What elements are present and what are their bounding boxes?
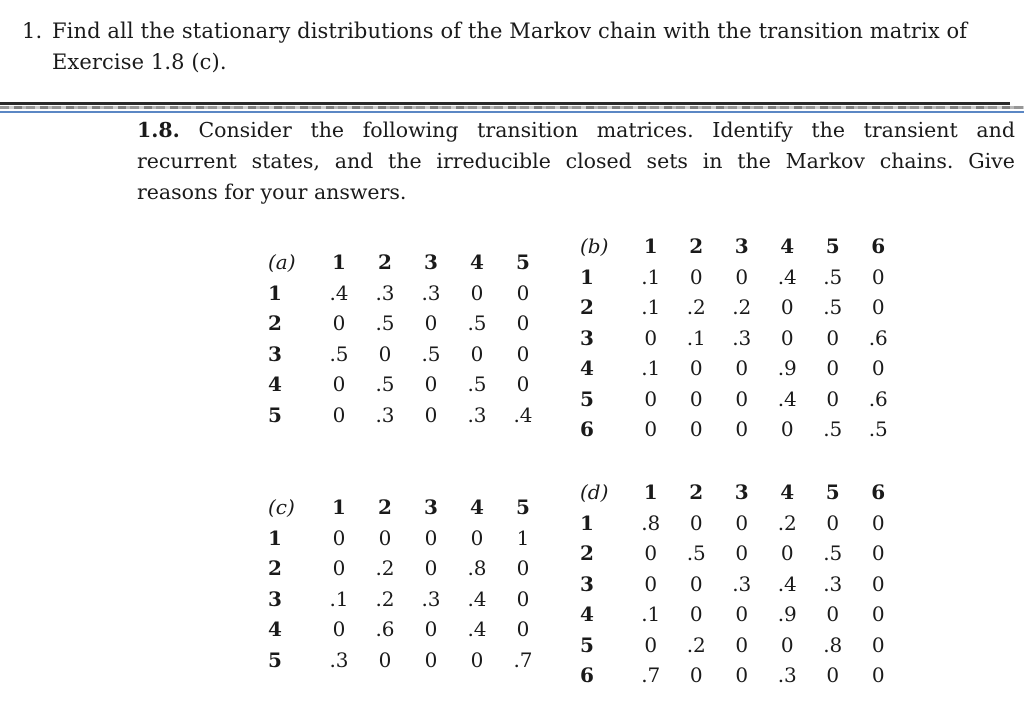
column-header: 5 xyxy=(825,234,840,258)
matrix-cell: .5 xyxy=(467,311,487,335)
matrix-header-row xyxy=(580,231,901,262)
problem-line-1 xyxy=(22,16,1012,47)
matrix-cell: .5 xyxy=(421,341,441,366)
column-header: 3 xyxy=(734,480,749,504)
matrix-cell: 0 xyxy=(689,264,703,289)
row-label: 2 xyxy=(580,295,594,319)
matrix-cell: 0 xyxy=(644,325,658,350)
matrix-cell: 0 xyxy=(644,417,658,441)
matrix-cell: 0 xyxy=(470,525,484,550)
row-label: 1 xyxy=(268,525,282,550)
problem-text-1: Find all the stationary distributions of the Markov chain with the transition matrix of xyxy=(52,19,968,43)
matrix-cell: 0 xyxy=(516,280,530,305)
matrix-cell: 0 xyxy=(871,295,885,319)
matrix-cell: 0 xyxy=(871,632,885,657)
column-header: 2 xyxy=(378,250,392,274)
matrix-row xyxy=(580,538,901,569)
matrix-cell: 0 xyxy=(644,632,658,657)
matrix-cell: .4 xyxy=(777,264,797,289)
matrix-row xyxy=(580,323,901,354)
exercise-word: the xyxy=(388,149,422,173)
row-label: 5 xyxy=(580,632,594,657)
matrix-cell: 0 xyxy=(332,372,346,396)
matrix-cell: .5 xyxy=(823,541,843,565)
exercise-word: following xyxy=(362,118,459,142)
matrix-cell: .2 xyxy=(686,295,706,319)
exercise-line-1 xyxy=(137,115,1015,146)
matrix-cell: .3 xyxy=(732,325,752,350)
matrix-cell: .5 xyxy=(823,264,843,289)
matrix-cell: 0 xyxy=(689,510,703,535)
matrix-cell: 0 xyxy=(780,541,794,565)
matrix-cell: .1 xyxy=(641,295,661,319)
column-header: 1 xyxy=(643,234,658,258)
matrix-cell: .6 xyxy=(868,325,888,350)
matrix-cell: 0 xyxy=(644,541,658,565)
matrix-cell: 0 xyxy=(378,341,392,366)
matrix-cell: .4 xyxy=(777,386,797,411)
exercise-word: closed xyxy=(565,149,632,173)
matrix-cell: 0 xyxy=(826,356,840,380)
row-label: 1 xyxy=(580,510,594,535)
matrix-cell: .5 xyxy=(329,341,349,366)
matrix-row xyxy=(268,369,546,400)
matrix-cell: 0 xyxy=(871,541,885,565)
column-header: 1 xyxy=(332,250,346,274)
matrix-cell: .1 xyxy=(641,356,661,380)
exercise-line-3: reasons for your answers. xyxy=(137,180,407,204)
matrix-cell: .2 xyxy=(732,295,752,319)
matrix-row xyxy=(268,400,546,431)
matrix-cell: .8 xyxy=(467,556,487,580)
matrix-cell: 0 xyxy=(826,325,840,350)
matrix-cell: .9 xyxy=(777,356,797,380)
matrix-row xyxy=(580,630,901,661)
exercise-word: recurrent xyxy=(137,149,237,173)
exercise-word: states, xyxy=(251,149,320,173)
row-label: 1 xyxy=(268,280,282,305)
matrix-cell: .1 xyxy=(641,264,661,289)
row-label: 2 xyxy=(268,556,282,580)
matrix-cell: .2 xyxy=(686,632,706,657)
matrix-row xyxy=(268,584,546,615)
matrix-cell: .4 xyxy=(329,280,349,305)
matrix-cell: .9 xyxy=(777,602,797,626)
row-label: 3 xyxy=(268,586,282,611)
exercise-word: matrices. xyxy=(596,118,694,142)
matrix-cell: 0 xyxy=(735,510,749,535)
matrix-row xyxy=(580,292,901,323)
matrix-cell: 0 xyxy=(689,602,703,626)
matrix-row xyxy=(268,278,546,309)
row-label: 6 xyxy=(580,663,594,687)
matrix-row xyxy=(580,262,901,293)
matrix-cell: .2 xyxy=(777,510,797,535)
matrix-cell: 0 xyxy=(424,525,438,550)
matrix-cell: 0 xyxy=(332,525,346,550)
matrix-cell: .3 xyxy=(329,647,349,672)
matrix-cell: 1 xyxy=(516,525,530,550)
matrix-row xyxy=(580,569,901,600)
matrix-cell: .5 xyxy=(467,372,487,396)
matrix-cell: 0 xyxy=(689,386,703,411)
matrix-cell: 0 xyxy=(689,356,703,380)
column-header: 2 xyxy=(689,480,704,504)
matrix-cell: 0 xyxy=(516,341,530,366)
matrix-cell: 0 xyxy=(826,663,840,687)
problem-statement xyxy=(22,16,1012,78)
matrix-cell: .3 xyxy=(777,663,797,687)
matrix-cell: 0 xyxy=(424,372,438,396)
matrix-cell: 0 xyxy=(871,510,885,535)
matrix-cell: 0 xyxy=(332,402,346,427)
matrix-cell: 0 xyxy=(424,617,438,641)
matrix-cell: 0 xyxy=(644,386,658,411)
matrix-label: (c) xyxy=(268,495,295,519)
matrix-cell: 0 xyxy=(644,571,658,596)
matrix-cell: 0 xyxy=(424,647,438,672)
matrix-cell: 0 xyxy=(424,556,438,580)
matrix-cell: .5 xyxy=(823,417,843,441)
row-label: 4 xyxy=(580,602,594,626)
matrix-row xyxy=(580,599,901,630)
exercise-word: transient xyxy=(863,118,958,142)
row-label: 1 xyxy=(580,264,594,289)
column-header: 5 xyxy=(516,250,530,274)
matrix-cell: 0 xyxy=(871,356,885,380)
matrix-cell: .1 xyxy=(641,602,661,626)
exercise-label: 1.8. xyxy=(137,118,180,142)
row-label: 4 xyxy=(580,356,594,380)
matrix-label: (d) xyxy=(580,480,609,504)
matrix-cell: .3 xyxy=(732,571,752,596)
matrix-row xyxy=(268,339,546,370)
matrix-cell: .2 xyxy=(375,556,395,580)
matrix-cell: .5 xyxy=(868,417,888,441)
matrix-cell: 0 xyxy=(332,556,346,580)
column-header: 3 xyxy=(424,250,438,274)
matrix-c xyxy=(268,492,546,675)
matrix-cell: 0 xyxy=(871,663,885,687)
matrix-cell: 0 xyxy=(516,372,530,396)
matrix-cell: 0 xyxy=(735,602,749,626)
matrix-cell: 0 xyxy=(735,541,749,565)
exercise-word: in xyxy=(702,149,723,173)
matrix-cell: 0 xyxy=(826,602,840,626)
matrix-cell: 0 xyxy=(516,586,530,611)
matrix-cell: .5 xyxy=(375,372,395,396)
row-label: 5 xyxy=(268,647,282,672)
problem-line-2: Exercise 1.8 (c). xyxy=(52,50,227,74)
matrix-cell: 0 xyxy=(735,663,749,687)
column-header: 1 xyxy=(332,495,346,519)
exercise-word: Identify xyxy=(712,118,793,142)
exercise-word: the xyxy=(737,149,771,173)
column-header: 4 xyxy=(470,495,484,519)
exercise-word: the xyxy=(310,118,345,142)
matrix-cell: 0 xyxy=(332,311,346,335)
matrix-cell: 0 xyxy=(780,295,794,319)
separator-dark xyxy=(0,102,1010,105)
matrix-cell: 0 xyxy=(424,311,438,335)
matrix-cell: .5 xyxy=(823,295,843,319)
matrix-cell: .3 xyxy=(823,571,843,596)
column-header: 5 xyxy=(516,495,530,519)
exercise-word: and xyxy=(976,118,1015,142)
exercise-word: sets xyxy=(646,149,688,173)
matrix-cell: .4 xyxy=(777,571,797,596)
matrix-row xyxy=(580,414,901,445)
exercise-word: irreducible xyxy=(436,149,551,173)
matrix-cell: 0 xyxy=(735,632,749,657)
matrix-cell: .4 xyxy=(467,617,487,641)
exercise-word: Consider xyxy=(198,118,292,142)
matrix-row xyxy=(580,660,901,691)
matrix-cell: 0 xyxy=(871,264,885,289)
matrix-cell: 0 xyxy=(780,417,794,441)
matrix-cell: 0 xyxy=(735,264,749,289)
row-label: 4 xyxy=(268,617,282,641)
matrix-row xyxy=(268,553,546,584)
separator-cut-text xyxy=(0,106,1024,109)
exercise-word: transition xyxy=(477,118,579,142)
row-label: 6 xyxy=(580,417,594,441)
matrix-header-row xyxy=(580,477,901,508)
column-header: 3 xyxy=(424,495,438,519)
row-label: 3 xyxy=(580,571,594,596)
matrix-cell: 0 xyxy=(424,402,438,427)
matrix-cell: 0 xyxy=(826,386,840,411)
matrix-cell: .5 xyxy=(686,541,706,565)
matrix-cell: 0 xyxy=(780,325,794,350)
matrix-cell: .6 xyxy=(868,386,888,411)
matrix-cell: .4 xyxy=(467,586,487,611)
exercise-word: the xyxy=(811,118,845,142)
matrix-cell: 0 xyxy=(332,617,346,641)
matrix-cell: 0 xyxy=(470,341,484,366)
column-header: 4 xyxy=(780,234,795,258)
exercise-word: Give xyxy=(968,149,1015,173)
matrix-row xyxy=(580,353,901,384)
matrix-a xyxy=(268,247,546,430)
exercise-word: chains. xyxy=(879,149,954,173)
column-header: 1 xyxy=(643,480,658,504)
column-header: 6 xyxy=(871,234,886,258)
column-header: 6 xyxy=(871,480,886,504)
matrix-cell: .3 xyxy=(421,280,441,305)
column-header: 2 xyxy=(689,234,704,258)
matrix-label: (a) xyxy=(268,250,296,274)
column-header: 5 xyxy=(825,480,840,504)
matrix-cell: 0 xyxy=(689,663,703,687)
exercise-word: Markov xyxy=(785,149,865,173)
matrix-cell: .5 xyxy=(375,311,395,335)
matrix-row xyxy=(580,384,901,415)
problem-number: 1. xyxy=(22,19,43,43)
matrix-cell: 0 xyxy=(470,280,484,305)
matrix-cell: .3 xyxy=(467,402,487,427)
matrix-d xyxy=(580,477,901,691)
matrix-row xyxy=(580,508,901,539)
matrix-cell: .7 xyxy=(641,663,661,687)
matrix-cell: 0 xyxy=(871,602,885,626)
matrix-row xyxy=(268,645,546,676)
matrix-header-row xyxy=(268,247,546,278)
matrix-cell: .8 xyxy=(823,632,843,657)
matrix-cell: 0 xyxy=(735,356,749,380)
matrix-cell: .4 xyxy=(513,402,533,427)
matrix-cell: .7 xyxy=(513,647,533,672)
matrix-b xyxy=(580,231,901,445)
matrix-cell: .3 xyxy=(375,280,395,305)
matrix-cell: .1 xyxy=(329,586,349,611)
matrix-cell: 0 xyxy=(780,632,794,657)
matrix-cell: .3 xyxy=(375,402,395,427)
matrix-cell: 0 xyxy=(871,571,885,596)
matrix-cell: .3 xyxy=(421,586,441,611)
row-label: 2 xyxy=(580,541,594,565)
row-label: 2 xyxy=(268,311,282,335)
row-label: 4 xyxy=(268,372,282,396)
row-label: 3 xyxy=(268,341,282,366)
exercise-line-2 xyxy=(137,146,1015,177)
row-label: 5 xyxy=(268,402,282,427)
matrix-cell: 0 xyxy=(735,386,749,411)
column-header: 4 xyxy=(470,250,484,274)
matrix-cell: .2 xyxy=(375,586,395,611)
column-header: 4 xyxy=(780,480,795,504)
matrix-cell: 0 xyxy=(516,617,530,641)
matrix-label: (b) xyxy=(580,234,609,258)
column-header: 3 xyxy=(734,234,749,258)
matrix-row xyxy=(268,614,546,645)
matrix-cell: .6 xyxy=(375,617,395,641)
matrix-cell: 0 xyxy=(689,417,703,441)
matrix-cell: .1 xyxy=(686,325,706,350)
matrix-header-row xyxy=(268,492,546,523)
matrix-row xyxy=(268,523,546,554)
exercise-statement xyxy=(137,115,1015,208)
row-label: 5 xyxy=(580,386,594,411)
column-header: 2 xyxy=(378,495,392,519)
exercise-word: and xyxy=(334,149,374,173)
separator-blue xyxy=(0,111,1024,113)
matrix-cell: 0 xyxy=(689,571,703,596)
row-label: 3 xyxy=(580,325,594,350)
matrix-cell: 0 xyxy=(378,525,392,550)
matrix-cell: 0 xyxy=(378,647,392,672)
matrix-cell: 0 xyxy=(516,556,530,580)
matrix-cell: 0 xyxy=(735,417,749,441)
matrix-cell: .8 xyxy=(641,510,661,535)
matrix-cell: 0 xyxy=(470,647,484,672)
matrix-cell: 0 xyxy=(826,510,840,535)
matrix-cell: 0 xyxy=(516,311,530,335)
matrix-row xyxy=(268,308,546,339)
